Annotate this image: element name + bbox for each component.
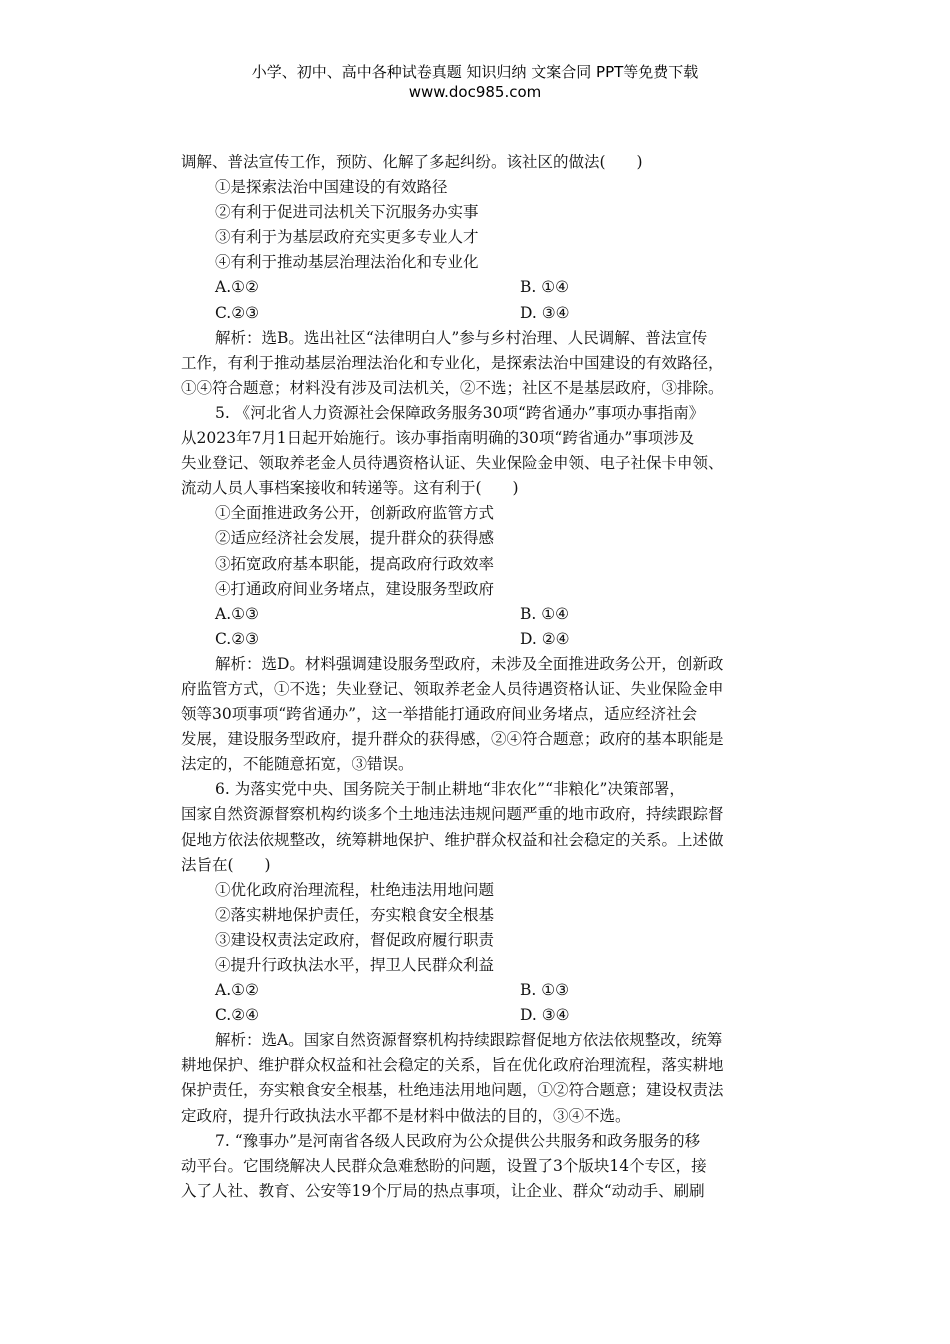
q4-item-1: ①是探索法治中国建设的有效路径 <box>215 178 448 197</box>
q6-option-c: C.②④ <box>215 1006 260 1025</box>
q5-analysis-line: 法定的，不能随意拓宽，③错误。 <box>181 755 414 774</box>
q5-analysis-line: 府监管方式，①不选；失业登记、领取养老金人员待遇资格认证、失业保险金申 <box>181 679 724 698</box>
document-body <box>181 150 771 1204</box>
q6-analysis-line: 解析：选A。国家自然资源督察机构持续跟踪督促地方依法依规整改，统筹 <box>215 1031 723 1050</box>
q5-analysis-line: 领等30项事项“跨省通办”，这一举措能打通政府间业务堵点，适应经济社会 <box>181 705 698 724</box>
q7-stem-line: 7. “豫事办”是河南省各级人民政府为公众提供公共服务和政务服务的移 <box>215 1131 701 1150</box>
q5-analysis-line: 发展，建设服务型政府，提升群众的获得感，②④符合题意；政府的基本职能是 <box>181 730 724 749</box>
q5-stem-line: 从2023年7月1日起开始施行。该办事指南明确的30项“跨省通办”事项涉及 <box>181 429 695 448</box>
q4-item-3: ③有利于为基层政府充实更多专业人才 <box>215 228 479 247</box>
q5-analysis-line: 解析：选D。材料强调建设服务型政府，未涉及全面推进政务公开，创新政 <box>215 654 724 673</box>
q4-option-a: A.①② <box>215 278 259 297</box>
q6-item-3: ③建设权责法定政府，督促政府履行职责 <box>215 930 495 949</box>
q6-analysis-line: 定政府，提升行政执法水平都不是材料中做法的目的，③④不选。 <box>181 1106 631 1125</box>
q5-option-a: A.①③ <box>215 604 259 623</box>
header-slogan: 小学、初中、高中各种试卷真题 知识归纳 文案合同 PPT等免费下载 <box>251 63 699 81</box>
q4-stem-tail: 调解、普法宣传工作，预防、化解了多起纠纷。该社区的做法( ) <box>181 153 643 171</box>
q5-stem-line: 失业登记、领取养老金人员待遇资格认证、失业保险金申领、电子社保卡申领、 <box>181 454 724 473</box>
q5-item-4: ④打通政府间业务堵点，建设服务型政府 <box>215 579 495 598</box>
q6-analysis-line: 耕地保护、维护群众权益和社会稳定的关系，旨在优化政府治理流程，落实耕地 <box>181 1056 724 1075</box>
q5-item-1: ①全面推进政务公开，创新政府监管方式 <box>215 504 495 523</box>
q4-item-4: ④有利于推动基层治理法治化和专业化 <box>215 253 479 272</box>
q5-item-2: ②适应经济社会发展，提升群众的获得感 <box>215 529 495 548</box>
q6-item-1: ①优化政府治理流程，杜绝违法用地问题 <box>215 880 495 899</box>
q6-stem-line: 法旨在( ) <box>181 855 271 874</box>
q6-options-row-2 <box>181 1003 771 1028</box>
q6-item-2: ②落实耕地保护责任，夯实粮食安全根基 <box>215 905 495 924</box>
page-header <box>0 62 950 102</box>
q5-option-c: C.②③ <box>215 629 260 648</box>
q7-stem-line: 动平台。它围绕解决人民群众急难愁盼的问题，设置了3个版块14个专区，接 <box>181 1156 707 1175</box>
q4-options-row-1 <box>181 275 771 300</box>
q6-option-b: B. ①③ <box>520 981 570 1000</box>
q4-options-row-2 <box>181 301 771 326</box>
q6-analysis-line: 保护责任，夯实粮食安全根基，杜绝违法用地问题，①②符合题意；建设权责法 <box>181 1081 724 1100</box>
q5-stem-line: 流动人员人事档案接收和转递等。这有利于( ) <box>181 479 519 498</box>
q4-option-b: B. ①④ <box>520 278 570 297</box>
q5-item-3: ③拓宽政府基本职能，提高政府行政效率 <box>215 554 495 573</box>
q4-option-c: C.②③ <box>215 303 260 322</box>
q5-options-row-2 <box>181 627 771 652</box>
q5-option-b: B. ①④ <box>520 604 570 623</box>
q4-item-2: ②有利于促进司法机关下沉服务办实事 <box>215 203 479 222</box>
q5-stem-line: 5. 《河北省人力资源社会保障政务服务30项“跨省通办”事项办事指南》 <box>215 403 705 422</box>
q7-stem-line: 入了人社、教育、公安等19个厅局的热点事项，让企业、群众“动动手、刷刷 <box>181 1181 705 1200</box>
q6-item-4: ④提升行政执法水平，捍卫人民群众利益 <box>215 956 495 974</box>
q6-stem-line: 6. 为落实党中央、国务院关于制止耕地“非农化”“非粮化”决策部署， <box>215 780 685 799</box>
q6-stem-line: 国家自然资源督察机构约谈多个土地违法违规问题严重的地市政府，持续跟踪督 <box>181 805 724 824</box>
q4-option-d: D. ③④ <box>520 303 570 322</box>
q4-analysis-line: ①④符合题意；材料没有涉及司法机关，②不选；社区不是基层政府，③排除。 <box>181 378 724 397</box>
q6-stem-line: 促地方依法依规整改，统筹耕地保护、维护群众权益和社会稳定的关系。上述做 <box>181 830 724 849</box>
q5-option-d: D. ②④ <box>520 629 570 648</box>
q4-analysis-line: 工作，有利于推动基层治理法治化和专业化，是探索法治中国建设的有效路径， <box>181 353 724 372</box>
header-url: www.doc985.com <box>408 83 542 101</box>
q6-option-d: D. ③④ <box>520 1006 570 1025</box>
q4-analysis-line: 解析：选B。选出社区“法律明白人”参与乡村治理、人民调解、普法宣传 <box>215 328 708 347</box>
q5-options-row-1 <box>181 602 771 627</box>
q6-option-a: A.①② <box>215 981 259 1000</box>
q6-options-row-1 <box>181 978 771 1003</box>
